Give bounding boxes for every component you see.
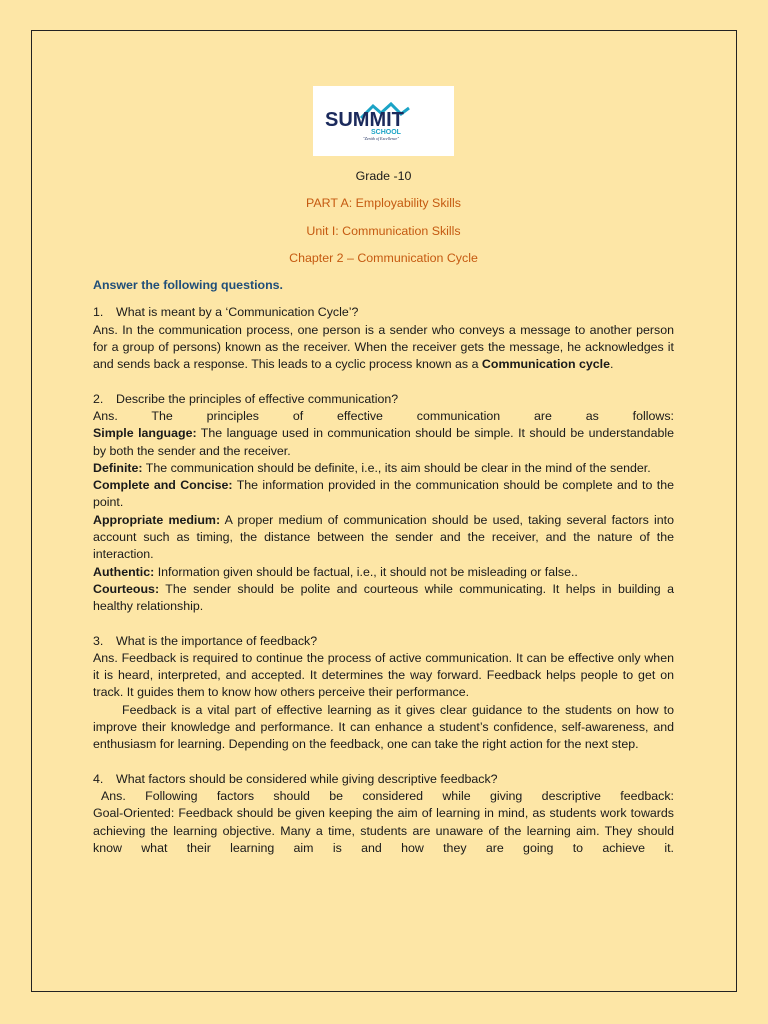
- unit-heading: Unit I: Communication Skills: [306, 223, 461, 238]
- answer-paragraph-1: Ans. Feedback is required to continue the process of active communication. It can be effective only when it is heard, interpreted, and accepted. It determines the way forward. Feedback helps people to get on track. It guides them to know how others perceive their performance.: [93, 650, 674, 700]
- answer-intro: Ans. The principles of effective communication are as follows:: [93, 408, 674, 423]
- question-1: [93, 304, 674, 373]
- principle-text: Information given should be factual, i.e., it should not be misleading or false..: [154, 564, 578, 579]
- principle-term: Simple language:: [93, 426, 197, 441]
- question-number: 3.: [93, 633, 104, 648]
- principle-item: [93, 512, 674, 564]
- answer-body: Goal-Oriented: Feedback should be given keeping the aim of learning in mind, as students work towards achieving the learning objective. Many a time, students are unaware of the learning aim. They should know what their learning aim is and how they are going to achieve it.: [93, 806, 674, 855]
- answer-text: [93, 322, 674, 374]
- question-3: [93, 633, 674, 754]
- question-4: [93, 771, 674, 857]
- question-text: What factors should be considered while giving descriptive feedback?: [116, 771, 498, 786]
- principle-item: [93, 477, 674, 512]
- answer-intro: Ans. Following factors should be considered while giving descriptive feedback:: [101, 788, 674, 803]
- principle-item: [93, 581, 674, 616]
- question-number: 2.: [93, 391, 104, 406]
- principle-term: Complete and Concise:: [93, 478, 233, 493]
- principle-item: [93, 425, 674, 460]
- answer-end: .: [610, 357, 614, 372]
- principle-term: Authentic:: [93, 564, 155, 579]
- principle-text: The language used in communication should be simple. It should be understandable by both the sender and the receiver.: [93, 426, 674, 458]
- logo-text: SUMMIT: [325, 109, 404, 131]
- answer-body: Ans. In the communication process, one person is a sender who conveys a message to another person for a group of persons) known as the receiver. When the receiver gets the message, he acknowledges it and sends back a response. This leads to a cyclic process known as a: [93, 322, 674, 372]
- logo-tagline: "Zenith of Excellence": [363, 136, 400, 141]
- grade-label: Grade -10: [355, 169, 412, 183]
- answer-bold-term: Communication cycle: [481, 357, 610, 372]
- principle-text: The information provided in the communication should be complete and to the point.: [93, 478, 674, 510]
- principle-item: [93, 564, 674, 581]
- logo-sub: SCHOOL: [371, 129, 401, 136]
- principle-term: Definite:: [93, 460, 143, 475]
- principle-text: A proper medium of communication should be used, taking several factors into account such as timing, the distance between the sender and the receiver, and the nature of the interaction.: [93, 512, 674, 562]
- question-text: What is meant by a ‘Communication Cycle’?: [116, 305, 359, 320]
- principle-text: The communication should be definite, i.e., its aim should be clear in the mind of the sender.: [142, 460, 651, 475]
- question-number: 1.: [93, 305, 104, 320]
- principle-text: The sender should be polite and courteous while communicating. It helps in building a healthy relationship.: [93, 581, 674, 614]
- principle-term: Appropriate medium:: [93, 512, 221, 527]
- part-heading: PART A: Employability Skills: [306, 196, 461, 211]
- question-2: [93, 391, 674, 616]
- principle-item: [93, 460, 674, 477]
- question-text: Describe the principles of effective communication?: [116, 391, 399, 406]
- summit-logo-icon: [313, 86, 454, 156]
- question-text: What is the importance of feedback?: [116, 633, 318, 648]
- document-content: [93, 86, 674, 857]
- school-logo: [313, 86, 454, 156]
- instruction-heading: Answer the following questions.: [93, 278, 283, 293]
- question-number: 4.: [93, 771, 104, 786]
- principle-term: Courteous:: [93, 581, 160, 596]
- answer-paragraph-2: Feedback is a vital part of effective learning as it gives clear guidance to the students on how to improve their knowledge and performance. It can enhance a student’s confidence, self-awareness, and enthusiasm for learning. Depending on the feedback, one can take the right action for the next step.: [93, 702, 674, 752]
- chapter-heading: Chapter 2 – Communication Cycle: [289, 250, 478, 265]
